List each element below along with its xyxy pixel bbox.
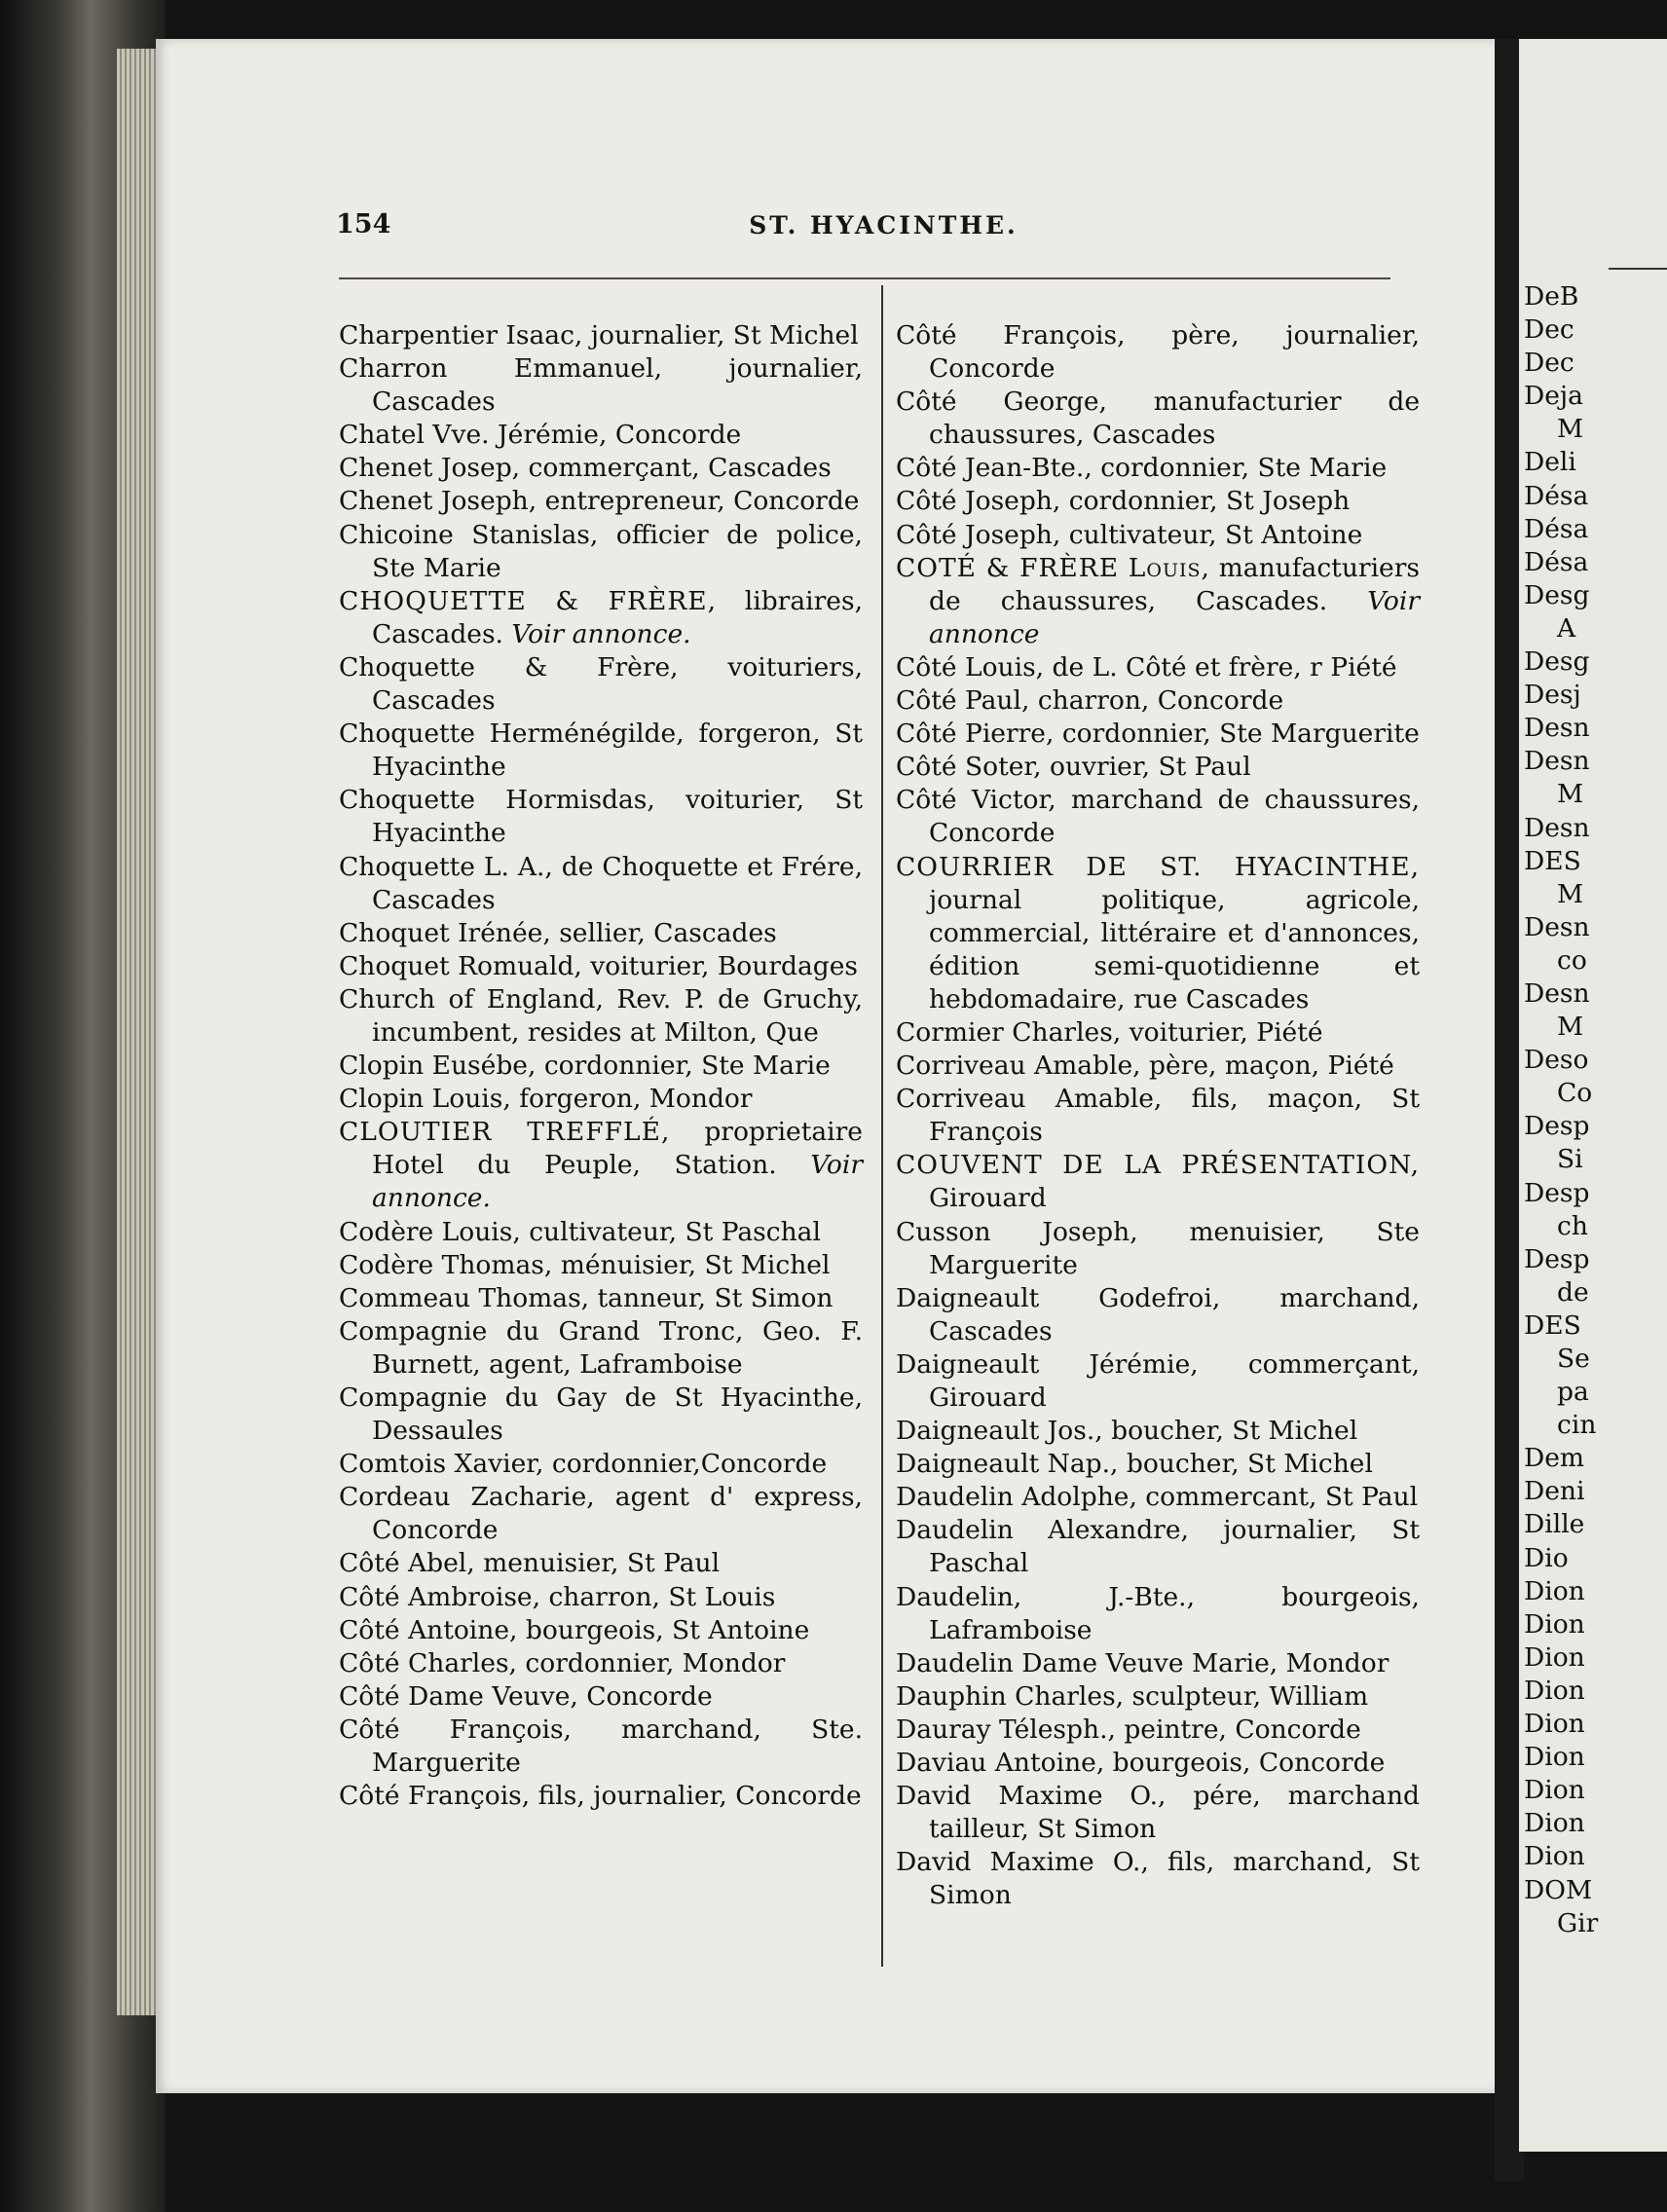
entry-details: officier de police, Ste Marie: [372, 519, 863, 583]
entry-name: Choquette L. A.,: [339, 851, 553, 882]
directory-entry: [896, 485, 1420, 518]
entry-details: agent d' express, Concorde: [372, 1482, 863, 1546]
next-page-fragment: Dion: [1524, 1742, 1585, 1773]
entry-name: David Maxime O.,: [896, 1847, 1149, 1878]
running-title: ST. HYACINTHE.: [749, 211, 1019, 240]
entry-details: marchand, Ste. Marguerite: [372, 1714, 864, 1779]
next-page-fragment: M: [1557, 1012, 1584, 1043]
directory-entry: [896, 1514, 1420, 1580]
entry-name: Clopin Eusébe,: [339, 1051, 537, 1082]
entry-name: Cusson Joseph,: [896, 1216, 1138, 1247]
entry-details: tanneur, St Simon: [589, 1282, 834, 1313]
entry-name: Dauray Télesph.,: [896, 1714, 1116, 1745]
entry-details: forgeron, St Hyacinthe: [372, 719, 864, 783]
directory-entry: [339, 1481, 863, 1547]
entry-name: Côté Joseph,: [896, 486, 1061, 517]
next-page-fragment: DES: [1524, 1309, 1581, 1341]
directory-entry: [339, 319, 863, 352]
directory-entry: [896, 1780, 1420, 1846]
directory-entry: [896, 1050, 1420, 1083]
entry-details: bourgeois, Concorde: [1104, 1748, 1386, 1779]
next-page-fragment: Dille: [1524, 1509, 1585, 1540]
next-page-fragment: Dio: [1524, 1542, 1569, 1573]
entry-advert-note: Voir annonce.: [372, 1150, 863, 1214]
directory-entry: [896, 1016, 1420, 1050]
entry-details: manufacturiers de chaussures, Cascades.: [929, 552, 1420, 616]
entry-details: voituriers, Cascades: [372, 651, 863, 717]
directory-entry: [896, 1714, 1420, 1747]
directory-entry: [339, 1216, 863, 1249]
entry-details: Rev. P. de Gruchy, incumbent, resides at Milton, Que: [372, 983, 863, 1048]
directory-entry: [896, 1647, 1420, 1680]
entry-details: charron, St Louis: [540, 1581, 776, 1612]
entry-name: Côté Charles,: [339, 1647, 517, 1678]
entry-name: Choquet Romuald,: [339, 950, 582, 981]
entry-details: fils, maçon, St François: [929, 1084, 1420, 1148]
directory-entry: [896, 718, 1420, 751]
entry-name: Côté Antoine,: [339, 1614, 518, 1645]
entry-details: bourgeois, St Antoine: [517, 1614, 810, 1645]
entry-name: Cordeau Zacharie,: [339, 1482, 595, 1513]
entry-details: peintre, Concorde: [1115, 1714, 1361, 1745]
next-page-fragment: DOM: [1524, 1874, 1593, 1905]
entry-advert-note: Voir annonce.: [511, 618, 691, 649]
directory-entry: [896, 1680, 1420, 1714]
next-page-fragment: Desn: [1524, 911, 1590, 942]
entry-name: Côté Victor,: [896, 785, 1056, 816]
header-rule: [339, 277, 1390, 279]
next-page-fragment: co: [1557, 944, 1587, 976]
directory-entry: [896, 1415, 1420, 1448]
directory-entry: [339, 1116, 863, 1215]
directory-entry: [339, 1382, 863, 1448]
directory-entry: [896, 784, 1420, 850]
next-page-fragment: Desg: [1524, 579, 1590, 610]
entry-name: Codère Thomas,: [339, 1249, 553, 1280]
entry-details: journalier, St Paschal: [929, 1515, 1420, 1579]
entry-advert-note: Voir annonce: [929, 585, 1420, 649]
entry-details: Dessaules: [372, 1416, 503, 1447]
entry-name: Daudelin Dame Veuve Marie,: [896, 1647, 1278, 1678]
next-page-fragment: pa: [1557, 1377, 1589, 1408]
directory-entry: [339, 1282, 863, 1315]
next-page-fragment: A: [1557, 612, 1576, 644]
entry-details: bourgeois, Laframboise: [929, 1581, 1420, 1645]
entry-name: Compagnie du Grand Tronc,: [339, 1315, 744, 1346]
entry-details: boucher, St Michel: [1118, 1449, 1373, 1480]
entry-details: cordonnier, St Joseph: [1060, 486, 1351, 517]
entry-name: Daigneault Jérémie,: [896, 1348, 1199, 1380]
next-page-fragment: Dion: [1524, 1608, 1585, 1640]
entry-name: COUVENT DE LA PRÉSENTATION,: [896, 1150, 1420, 1181]
entry-details: commerçant, Cascades: [520, 453, 832, 484]
entry-name: Commeau Thomas,: [339, 1282, 590, 1313]
entry-name: Daudelin Alexandre,: [896, 1515, 1189, 1546]
next-page-fragment: Desn: [1524, 977, 1590, 1009]
entry-details: journalier, St Michel: [582, 320, 859, 350]
directory-entry: [339, 485, 863, 518]
directory-entry: [339, 950, 863, 983]
directory-entry: [896, 751, 1420, 784]
entry-name: Daigneault Jos.,: [896, 1416, 1103, 1447]
directory-entry: [339, 1547, 863, 1580]
next-page-fragment: Desp: [1524, 1243, 1590, 1274]
directory-entry: [896, 1747, 1420, 1780]
entry-name: Choquette & Frère,: [339, 651, 679, 682]
entry-name: David Maxime O.,: [896, 1781, 1167, 1812]
directory-entry: [339, 1050, 863, 1083]
entry-details: libraires, Cascades.: [372, 585, 863, 649]
right-directory-column: [896, 319, 1420, 1913]
entry-details: sellier, Cascades: [550, 917, 777, 948]
entry-details: proprietaire Hotel du Peuple, Station.: [372, 1117, 863, 1181]
left-directory-column: [339, 319, 863, 1813]
entry-details: menuisier, St Paul: [474, 1548, 721, 1579]
entry-name: Chatel Vve. Jérémie,: [339, 420, 608, 451]
entry-name: Côté Jean-Bte.,: [896, 453, 1093, 484]
directory-entry: [339, 651, 863, 718]
entry-name: Côté Pierre,: [896, 719, 1055, 750]
entry-name: Comtois Xavier,: [339, 1449, 544, 1480]
entry-name: Dauphin Charles,: [896, 1680, 1125, 1712]
next-page-fragment: Desp: [1524, 1111, 1590, 1142]
entry-name: COURRIER DE ST. HYACINTHE,: [896, 851, 1420, 882]
entry-details: Geo. F. Burnett, agent, Laframboise: [372, 1315, 863, 1380]
page-header: [336, 209, 1431, 248]
entry-name: Côté François,: [339, 1781, 531, 1812]
entry-details: commercant, St Paul: [1136, 1482, 1419, 1513]
next-page-fragment: DES: [1524, 845, 1581, 876]
entry-details: journal politique, agricole, commercial, littéraire et d'annonces, édition semi-quotidienne et hebdomadaire, rue Cascades: [929, 884, 1420, 1014]
directory-entry: [339, 519, 863, 585]
directory-entry: [896, 1282, 1420, 1348]
entry-name: Choquet Irénée,: [339, 917, 551, 948]
next-page-fragment: Dec: [1524, 348, 1574, 379]
entry-name: Côté François,: [896, 320, 1126, 350]
next-page-fragment: Deli: [1524, 447, 1576, 478]
next-page-fragment: Gir: [1557, 1907, 1599, 1938]
next-page-fragment: Desp: [1524, 1177, 1590, 1208]
next-page-fragment: Co: [1557, 1078, 1593, 1109]
entry-name: Codère Louis,: [339, 1216, 521, 1247]
directory-entry: [339, 352, 863, 419]
entry-details: ménuisier, St Michel: [552, 1249, 831, 1280]
entry-name: Compagnie du Gay de St Hyacinthe,: [339, 1382, 863, 1413]
entry-details: Concorde: [577, 1680, 713, 1712]
entry-name: Chenet Joseph,: [339, 486, 537, 517]
directory-entry: [339, 851, 863, 917]
entry-name: Choquette Herménégilde,: [339, 719, 685, 750]
directory-entry: [896, 851, 1420, 1016]
next-page-fragment: Desg: [1524, 646, 1590, 678]
directory-entry: [896, 1448, 1420, 1481]
directory-entry: [339, 585, 863, 651]
entry-details: manufacturier de chaussures, Cascades: [929, 387, 1421, 451]
next-page-header-rule: [1609, 268, 1667, 270]
entry-name: CLOUTIER TREFFLÉ,: [339, 1117, 671, 1148]
directory-entry: [896, 1216, 1420, 1282]
entry-name: COTÉ & FRÈRE Louis,: [896, 552, 1210, 583]
next-page-fragment: Dec: [1524, 314, 1574, 346]
entry-details: cultivateur, St Paschal: [520, 1216, 821, 1247]
directory-entry: [339, 1315, 863, 1382]
entry-details: marchand de chaussures, Concorde: [929, 785, 1420, 849]
entry-name: Daigneault Nap.,: [896, 1449, 1119, 1480]
next-page-fragment: Desj: [1524, 680, 1581, 711]
entry-details: marchand, Cascades: [929, 1282, 1420, 1346]
directory-entry: [339, 1448, 863, 1481]
next-page-fragment: Désa: [1524, 513, 1589, 544]
directory-entry: [339, 1083, 863, 1116]
next-page-fragment: Desn: [1524, 746, 1590, 777]
entry-details: ouvrier, St Paul: [1041, 752, 1251, 783]
entry-name: Daigneault Godefroi,: [896, 1282, 1221, 1313]
entry-details: fils, journalier, Concorde: [530, 1781, 862, 1812]
entry-name: Daviau Antoine,: [896, 1748, 1105, 1779]
entry-name: Charpentier Isaac,: [339, 320, 583, 350]
entry-details: commerçant, Girouard: [929, 1348, 1420, 1413]
entry-name: Côté Abel,: [339, 1548, 475, 1579]
directory-entry: [896, 1581, 1420, 1647]
directory-entry: [896, 651, 1420, 684]
entry-name: Corriveau Amable,: [896, 1084, 1163, 1115]
entry-name: Côté Soter,: [896, 752, 1042, 783]
directory-entry: [339, 1647, 863, 1680]
entry-details: sculpteur, William: [1124, 1680, 1369, 1712]
entry-details: pére, marchand tailleur, St Simon: [929, 1781, 1420, 1845]
entry-details: père, maçon, Piété: [1140, 1051, 1394, 1082]
directory-entry: [896, 552, 1420, 651]
directory-entry: [896, 319, 1420, 386]
next-page-fragment: M: [1557, 414, 1584, 445]
entry-details: charron, Concorde: [1029, 685, 1284, 717]
next-page-fragment: de: [1557, 1276, 1589, 1308]
entry-name: Daudelin Adolphe,: [896, 1482, 1137, 1513]
next-page-fragment-column: [1524, 280, 1667, 1940]
entry-details: père, journalier, Concorde: [929, 320, 1420, 385]
directory-entry: [896, 1149, 1420, 1215]
directory-entry: [339, 983, 863, 1050]
next-page-fragment: Dion: [1524, 1841, 1585, 1872]
entry-details: Mondor: [1278, 1647, 1389, 1678]
next-page-fragment: M: [1557, 779, 1584, 810]
entry-details: Concorde: [607, 420, 742, 451]
next-page-fragment: Deso: [1524, 1045, 1589, 1076]
entry-details: cordonnier, Ste Marguerite: [1054, 719, 1420, 750]
entry-details: boucher, St Michel: [1102, 1416, 1358, 1447]
next-page-fragment: Desn: [1524, 812, 1590, 843]
entry-name: Chicoine Stanislas,: [339, 519, 599, 550]
next-page-fragment: Deni: [1524, 1476, 1585, 1507]
entry-name: Corriveau Amable,: [896, 1051, 1141, 1082]
directory-entry: [339, 452, 863, 485]
directory-entry: [339, 1581, 863, 1614]
next-page-fragment: Dion: [1524, 1808, 1585, 1839]
directory-entry: [896, 519, 1420, 552]
entry-details: forgeron, Mondor: [510, 1084, 753, 1115]
directory-entry: [896, 1083, 1420, 1149]
directory-entry: [896, 386, 1420, 452]
page-number: 154: [336, 209, 391, 240]
entry-name: Côté Dame Veuve,: [339, 1680, 578, 1712]
next-page-fragment: Désa: [1524, 480, 1589, 511]
entry-name: Daudelin, J.-Bte.,: [896, 1581, 1196, 1612]
entry-name: Côté Louis,: [896, 651, 1045, 682]
next-page-fragment: Se: [1557, 1344, 1590, 1374]
entry-details: de L. Côté et frère, r Piété: [1044, 651, 1397, 682]
next-page-fragment: Dion: [1524, 1775, 1585, 1806]
directory-entry: [339, 1680, 863, 1714]
next-page-fragment: cin: [1557, 1410, 1597, 1441]
entry-name: Choquette Hormisdas,: [339, 785, 655, 816]
entry-details: voiturier, St Hyacinthe: [372, 785, 864, 849]
next-page-fragment: Si: [1557, 1144, 1583, 1175]
entry-name: Church of England,: [339, 983, 604, 1014]
next-page-fragment: Dion: [1524, 1709, 1585, 1740]
entry-details: de Choquette et Frére, Cascades: [372, 851, 863, 915]
entry-name: Côté Joseph,: [896, 519, 1061, 550]
directory-entry: [339, 784, 863, 850]
next-page-fragment: Désa: [1524, 546, 1589, 577]
directory-entry: [339, 419, 863, 452]
directory-entry: [339, 1614, 863, 1647]
next-page-fragment: DeB: [1524, 281, 1579, 312]
entry-details: voiturier, Bourdages: [581, 950, 859, 981]
entry-name: CHOQUETTE & FRÈRE,: [339, 585, 718, 616]
next-page-fragment: M: [1557, 878, 1584, 909]
next-page-fragment: Dion: [1524, 1675, 1585, 1706]
entry-details: cordonnier, Ste Marie: [1092, 453, 1388, 484]
next-page-fragment: Dion: [1524, 1641, 1585, 1673]
directory-entry: [896, 452, 1420, 485]
column-divider: [881, 285, 883, 1967]
directory-entry: [896, 1481, 1420, 1514]
directory-entry: [339, 1780, 863, 1813]
next-page-fragment: Dem: [1524, 1443, 1585, 1474]
entry-name: Clopin Louis,: [339, 1084, 511, 1115]
directory-entry: [896, 1348, 1420, 1415]
directory-entry: [896, 684, 1420, 718]
entry-details: cordonnier,Concorde: [543, 1449, 828, 1480]
directory-entry: [339, 1249, 863, 1282]
entry-details: cultivateur, St Antoine: [1060, 519, 1363, 550]
next-page-fragment: ch: [1557, 1210, 1588, 1241]
entry-name: Côté George,: [896, 387, 1107, 418]
entry-details: fils, marchand, St Simon: [929, 1847, 1420, 1911]
entry-name: Côté François,: [339, 1714, 572, 1745]
entry-details: cordonnier, Ste Marie: [536, 1051, 831, 1082]
entry-name: Côté Paul,: [896, 685, 1030, 717]
next-page-fragment: Dion: [1524, 1575, 1585, 1606]
entry-details: entrepreneur, Concorde: [537, 486, 860, 517]
directory-entry: [339, 917, 863, 950]
next-page-fragment: Deja: [1524, 381, 1583, 412]
next-page-fragment: Desn: [1524, 713, 1590, 744]
entry-details: Girouard: [929, 1183, 1047, 1214]
entry-details: cordonnier, Mondor: [516, 1647, 786, 1678]
entry-details: menuisier, Ste Marguerite: [929, 1216, 1420, 1280]
entry-name: Charron Emmanuel,: [339, 353, 663, 385]
directory-entry: [339, 718, 863, 784]
entry-details: voiturier, Piété: [1121, 1016, 1323, 1048]
entry-name: Côté Ambroise,: [339, 1581, 541, 1612]
entry-name: Cormier Charles,: [896, 1016, 1122, 1048]
directory-entry: [339, 1714, 863, 1780]
entry-details: journalier, Cascades: [372, 353, 863, 418]
entry-name: Chenet Josep,: [339, 453, 521, 484]
directory-entry: [896, 1846, 1420, 1912]
